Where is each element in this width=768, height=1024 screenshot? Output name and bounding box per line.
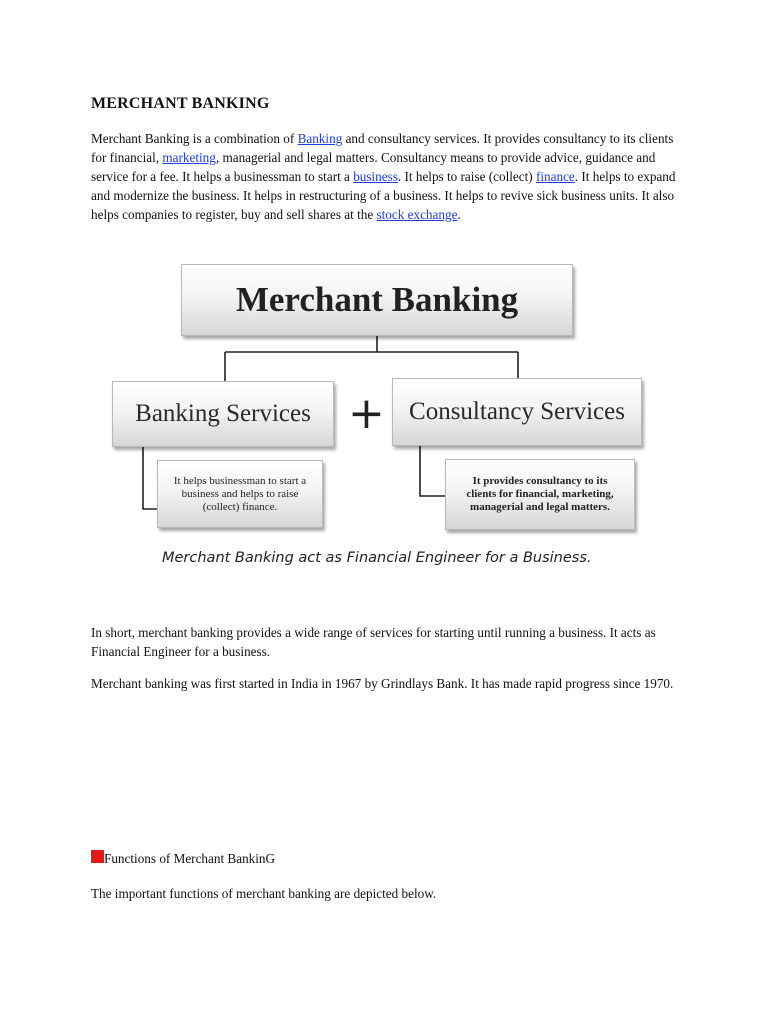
diagram-consultancy-services-box: Consultancy Services (392, 378, 642, 446)
link-banking[interactable]: Banking (297, 131, 343, 146)
page-heading: MERCHANT BANKING (91, 95, 270, 112)
connector-right-desc (420, 444, 445, 496)
link-finance[interactable]: finance (535, 169, 575, 184)
link-business[interactable]: business (353, 169, 398, 184)
connector-main-split (225, 334, 518, 381)
red-marker-icon (91, 850, 104, 863)
intro-text: , managerial and legal matters. Consultancy means to provide advice, guidance and service for a fee. It helps a businessman to start a (91, 150, 656, 184)
diagram-caption: Merchant Banking act as Financial Engineer for a Business. (162, 550, 592, 566)
diagram-consultancy-desc-box: It provides consultancy to its clients for financial, marketing, managerial and legal matters. (445, 459, 635, 530)
diagram-banking-services-box: Banking Services (112, 381, 334, 447)
functions-heading: Functions of Merchant BankinG (104, 851, 276, 866)
diagram-banking-desc-box: It helps businessman to start a business and helps to raise (collect) finance. (157, 460, 323, 528)
link-marketing[interactable]: marketing (162, 150, 216, 165)
link-stock-exchange[interactable]: stock exchange (376, 207, 458, 222)
intro-text: . It helps to expand and modernize the business. It helps in restructuring of a business. It helps to revive sick business units. It also helps companies to register, buy and sell shares at the (91, 169, 676, 222)
connector-left-desc (143, 445, 157, 509)
intro-text: . (457, 207, 461, 222)
diagram-main-box: Merchant Banking (181, 264, 573, 336)
summary-paragraph: In short, merchant banking provides a wide range of services for starting until running a business. It acts as Financial Engineer for a business. (91, 625, 656, 659)
intro-text: and consultancy services. It provides consultancy to its clients for financial, (91, 131, 674, 165)
intro-text: . It helps to raise (collect) (397, 169, 536, 184)
diagram-plus-sign: + (348, 388, 385, 439)
functions-intro-paragraph: The important functions of merchant banking are depicted below. (91, 886, 437, 901)
history-paragraph: Merchant banking was first started in India in 1967 by Grindlays Bank. It has made rapid progress since 1970. (91, 676, 674, 691)
intro-paragraph (91, 129, 691, 224)
intro-text: Merchant Banking is a combination of (91, 131, 298, 146)
